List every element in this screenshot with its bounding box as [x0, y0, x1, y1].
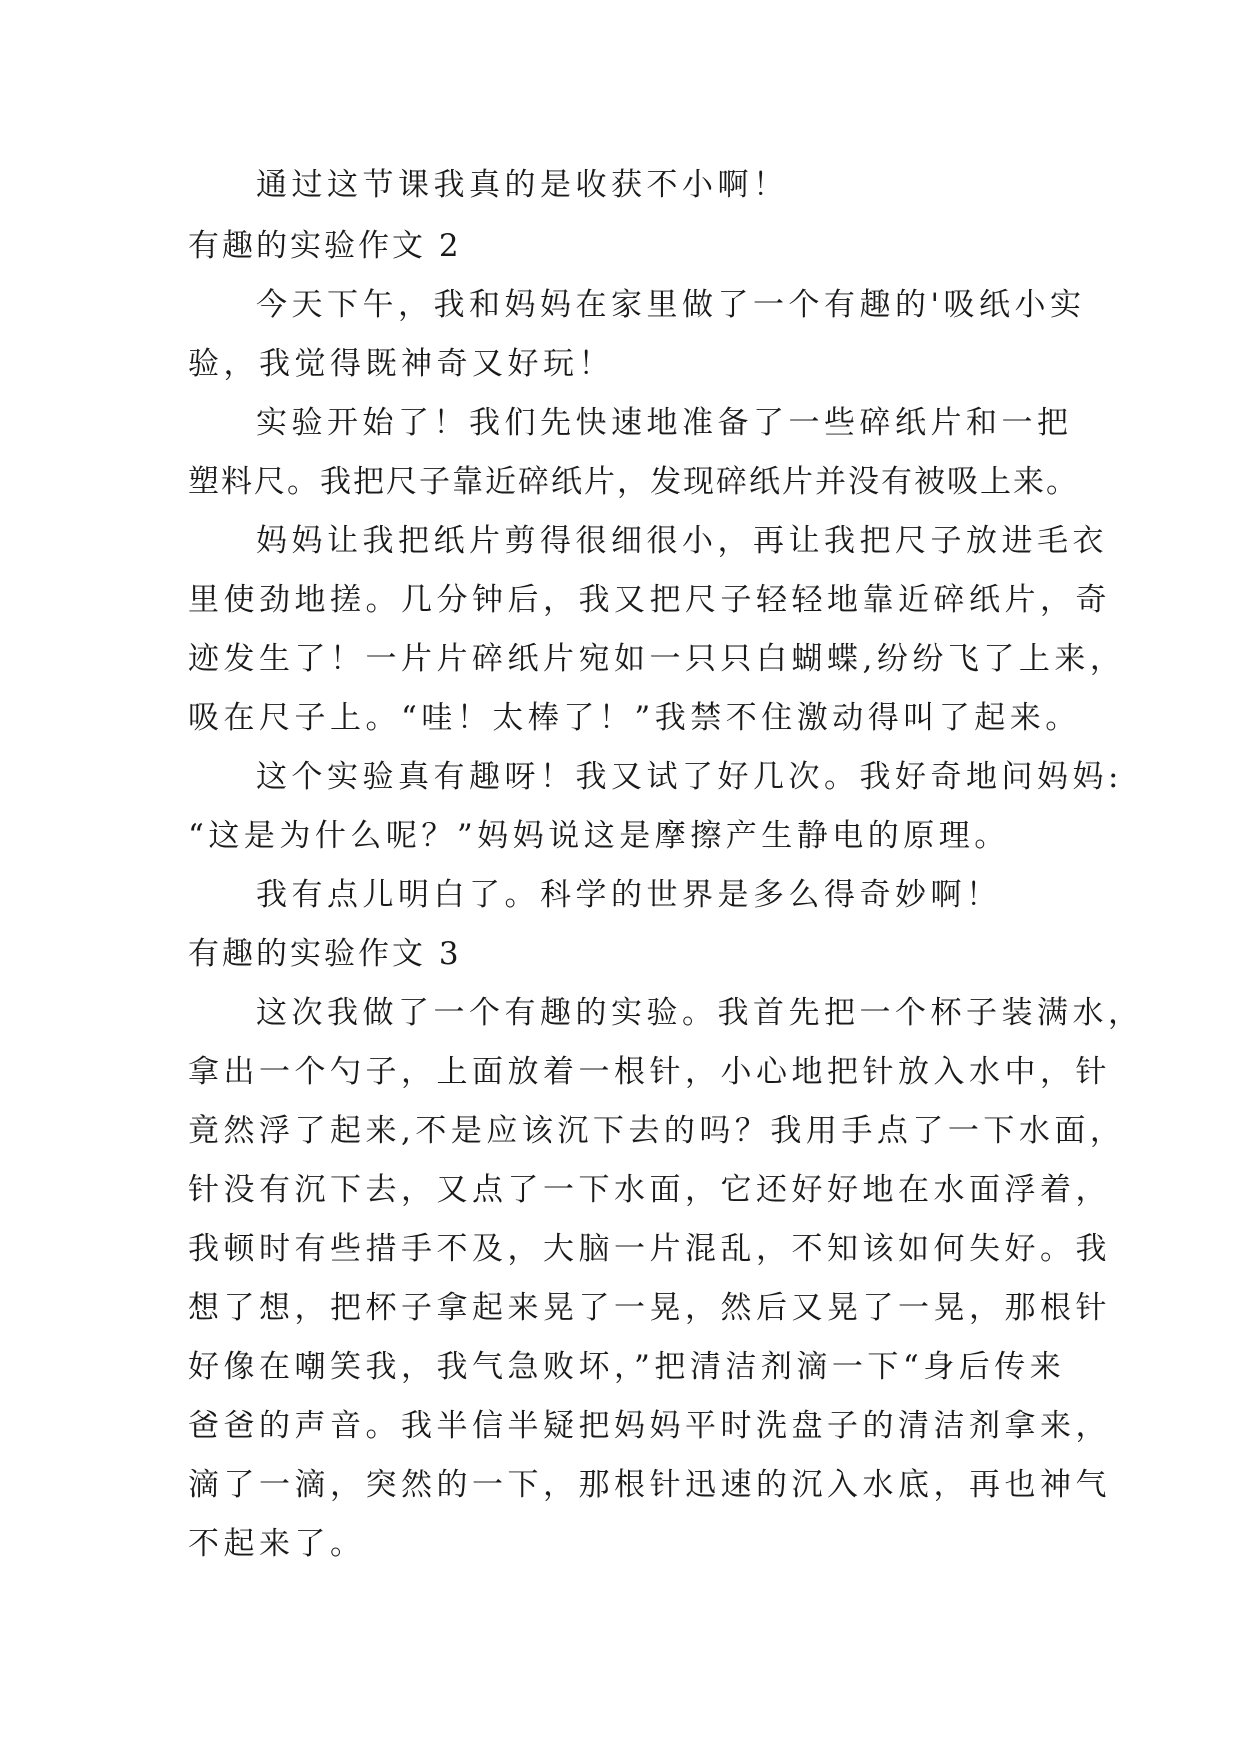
paragraph-line: 滴了一滴，突然的一下，那根针迅速的沉入水底，再也神气 — [188, 1467, 1111, 1503]
section-heading: 有趣的实验作文 3 — [188, 936, 462, 972]
paragraph-line: 我顿时有些措手不及，大脑一片混乱，不知该如何失好。我 — [188, 1231, 1111, 1267]
paragraph-line: 今天下午，我和妈妈在家里做了一个有趣的'吸纸小实 — [256, 287, 1086, 323]
paragraph-line: 想了想，把杯子拿起来晃了一晃，然后又晃了一晃，那根针 — [188, 1290, 1111, 1326]
paragraph-line: 不起来了。 — [188, 1526, 366, 1562]
paragraph-line: 这次我做了一个有趣的实验。我首先把一个杯子装满水， — [256, 995, 1144, 1031]
paragraph-line: 迹发生了！一片片碎纸片宛如一只只白蝴蝶,纷纷飞了上来， — [188, 641, 1126, 677]
paragraph-line: 塑料尺。我把尺子靠近碎纸片，发现碎纸片并没有被吸上来。 — [188, 464, 1079, 500]
paragraph-line: 实验开始了！我们先快速地准备了一些碎纸片和一把 — [256, 405, 1073, 441]
paragraph-line: 我有点儿明白了。科学的世界是多么得奇妙啊！ — [256, 877, 1002, 913]
paragraph-line: 好像在嘲笑我，我气急败坏，”把清洁剂滴一下“身后传来 — [188, 1349, 1066, 1385]
section-heading: 有趣的实验作文 2 — [188, 228, 462, 264]
paragraph-line: 爸爸的声音。我半信半疑把妈妈平时洗盘子的清洁剂拿来， — [188, 1408, 1111, 1444]
paragraph-line: 这个实验真有趣呀！我又试了好几次。我好奇地问妈妈: — [256, 759, 1123, 795]
paragraph-line: 竟然浮了起来,不是应该沉下去的吗？我用手点了一下水面， — [188, 1113, 1126, 1149]
paragraph-line: 针没有沉下去，又点了一下水面，它还好好地在水面浮着， — [188, 1172, 1111, 1208]
paragraph-line: “这是为什么呢？”妈妈说这是摩擦产生静电的原理。 — [188, 818, 1010, 854]
paragraph-line: 验，我觉得既神奇又好玩！ — [188, 346, 614, 382]
paragraph-line: 里使劲地搓。几分钟后，我又把尺子轻轻地靠近碎纸片，奇 — [188, 582, 1111, 618]
paragraph-line: 吸在尺子上。“哇！太棒了！”我禁不住激动得叫了起来。 — [188, 700, 1081, 736]
paragraph-line: 妈妈让我把纸片剪得很细很小，再让我把尺子放进毛衣 — [256, 523, 1108, 559]
paragraph-line: 通过这节课我真的是收获不小啊！ — [256, 167, 789, 203]
paragraph-line: 拿出一个勺子，上面放着一根针，小心地把针放入水中，针 — [188, 1054, 1111, 1090]
